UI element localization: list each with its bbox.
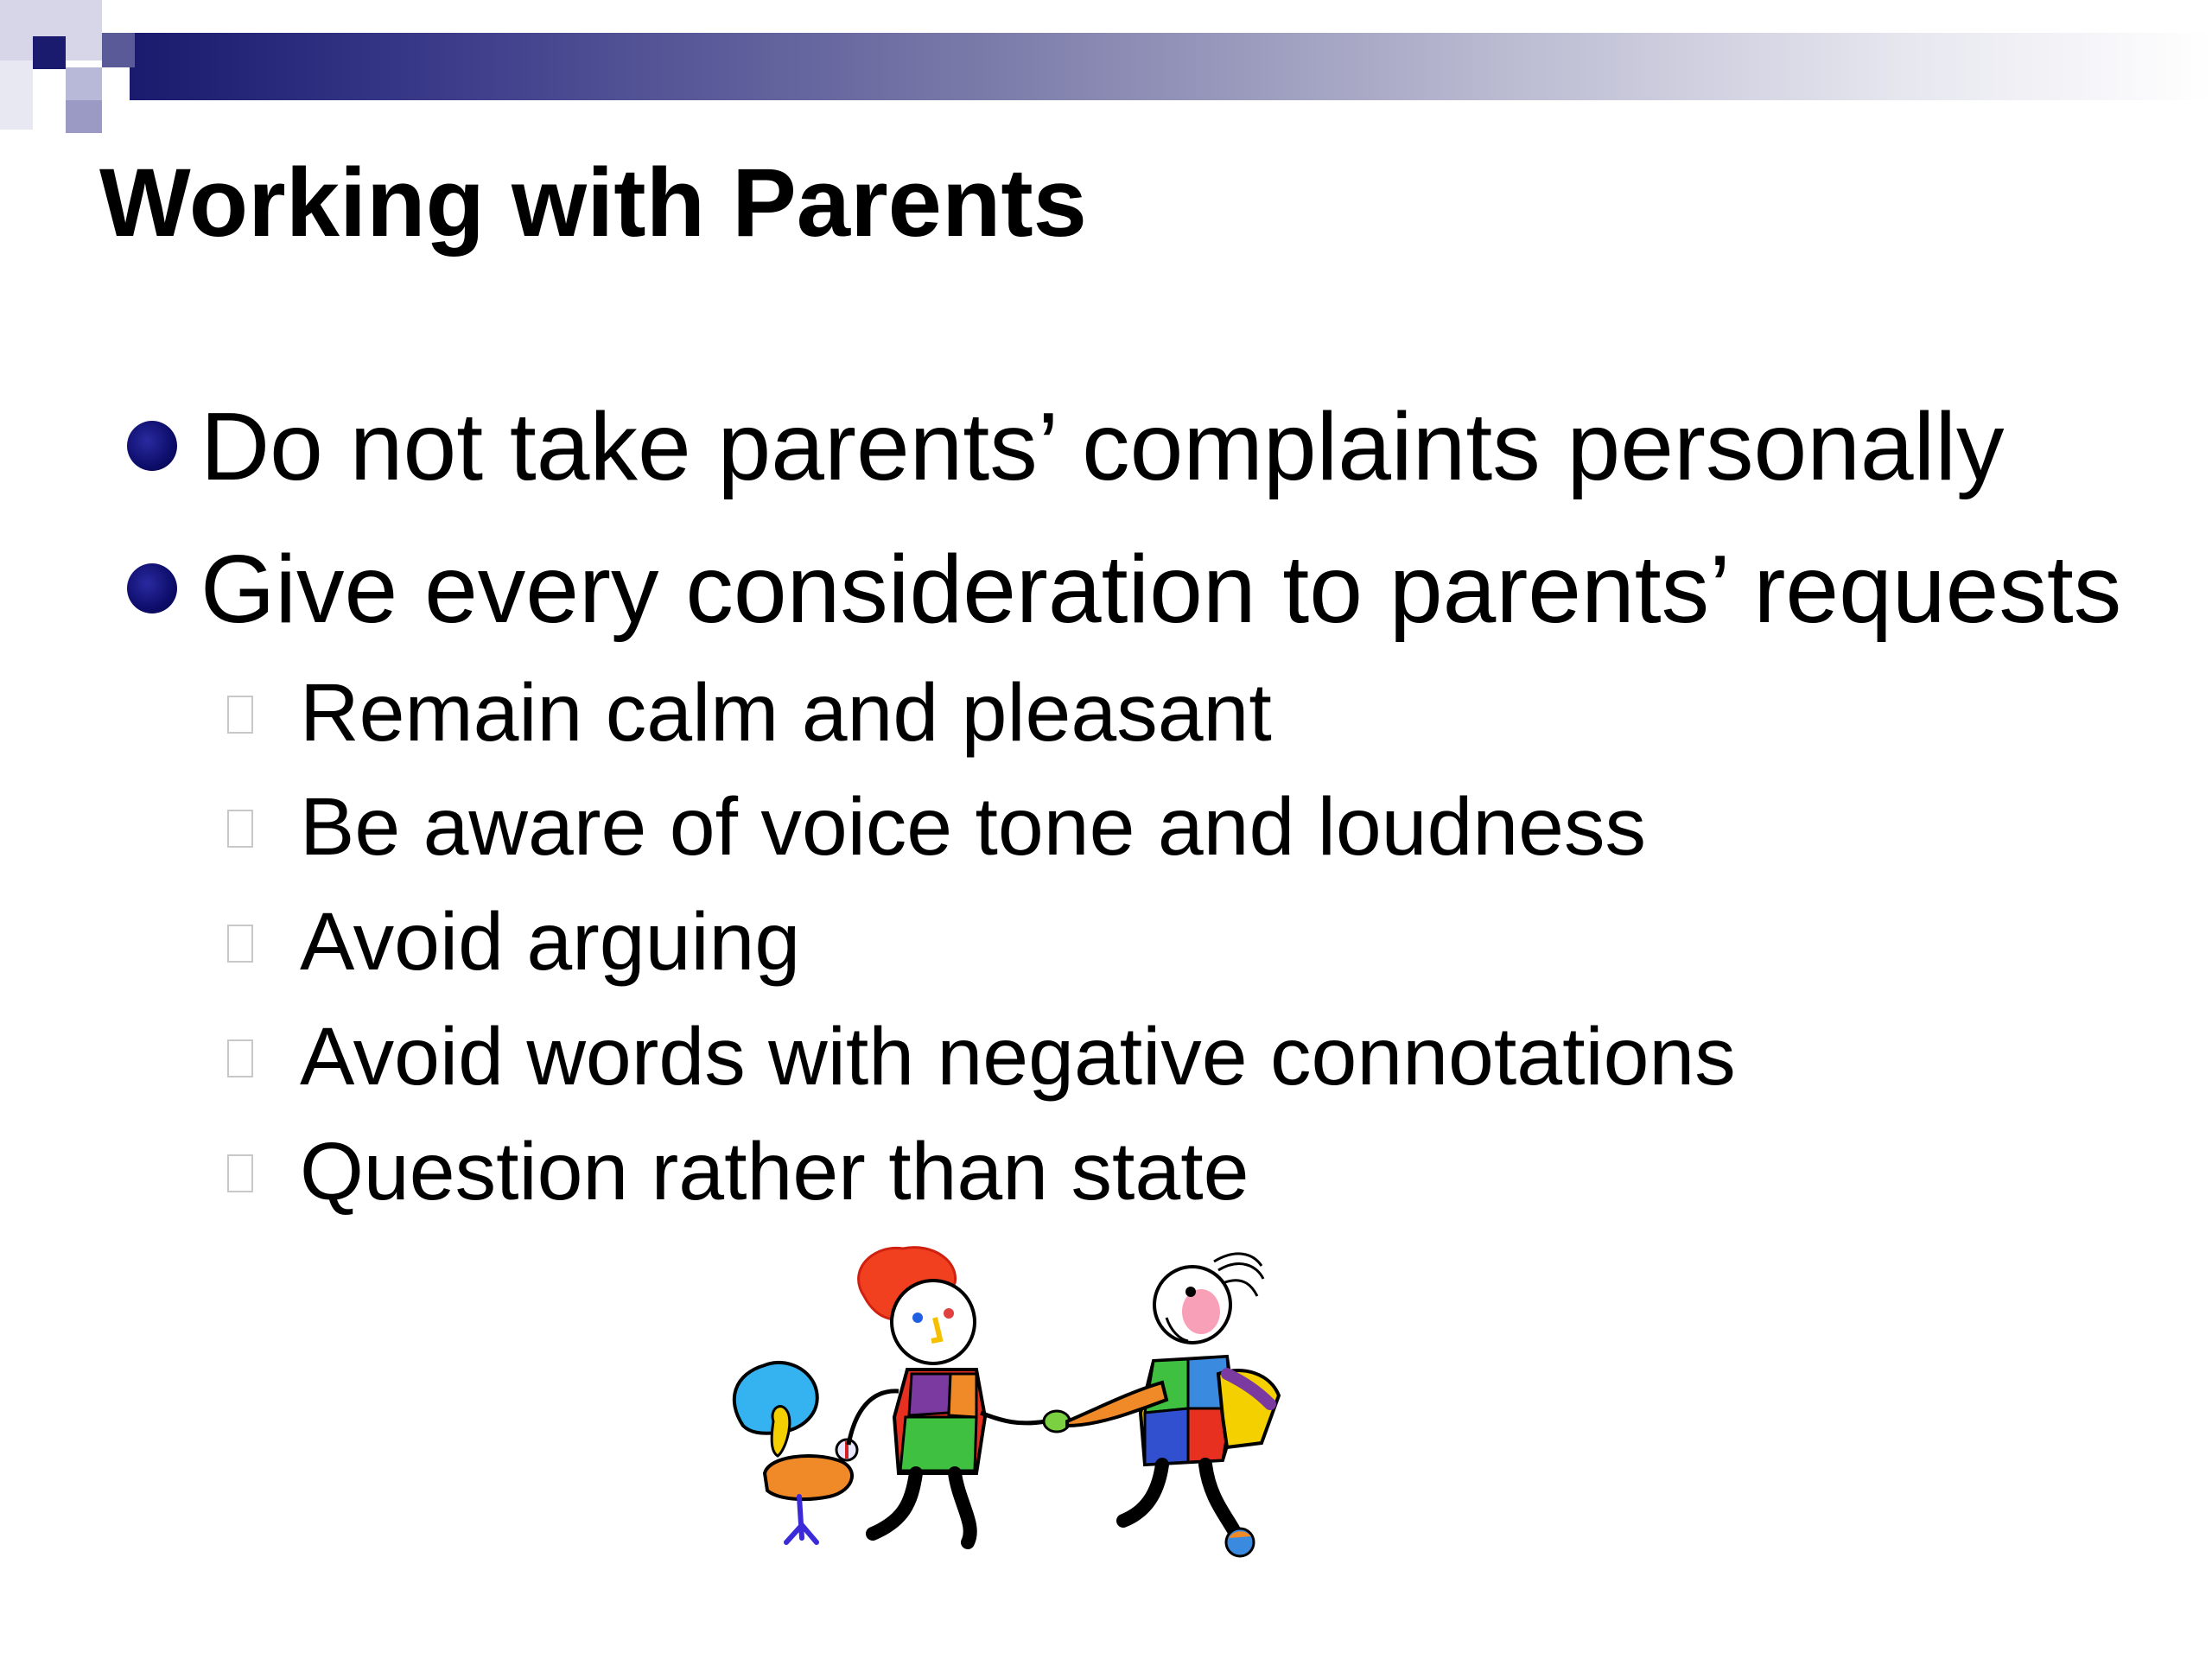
sub-bullet-box-icon [227,1039,253,1077]
banner-square-mid [102,33,135,67]
sub-bullet-item: Question rather than state [300,1126,1249,1217]
sub-bullet-item: Avoid arguing [300,896,801,988]
sub-bullet-item: Avoid words with negative connotations [300,1011,1736,1103]
slide-title: Working with Parents [99,149,1087,257]
banner-square-mauve [66,100,102,133]
header-banner [0,0,2212,138]
bullet-dot [127,421,177,471]
sub-bullet-box-icon [227,925,253,963]
figure-left-icon [849,1248,1046,1542]
sub-bullet-box-icon [227,1154,253,1192]
sub-bullet-box-icon [227,696,253,734]
sub-bullet-item: Remain calm and pleasant [300,667,1272,759]
bullet-dot [127,563,177,613]
banner-square-pale [66,67,102,100]
banner-square-dark [33,36,66,69]
header-gradient-bar [130,33,2212,100]
banner-square-faint [0,60,33,130]
bullet-item: Give every consideration to parents’ requests [200,536,2122,643]
bullet-item: Do not take parents’ complaints personally [200,393,2005,500]
figure-right-icon [1067,1254,1279,1556]
plant-icon [734,1363,857,1542]
sub-bullet-box-icon [227,810,253,848]
sub-bullet-item: Be aware of voice tone and loudness [300,781,1646,873]
handshake-figures-illustration [717,1244,1348,1607]
